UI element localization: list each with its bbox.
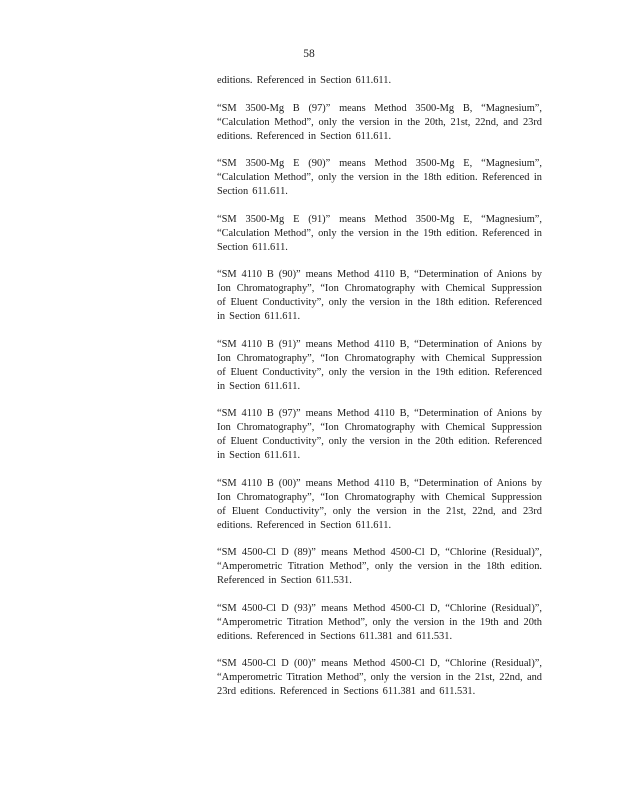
definition-sm-4110-b-91: “SM 4110 B (91)” means Method 4110 B, “Determination of Anions by Ion Chromatography”, “Ion Chromatography with Chemical Suppression of Eluent Conductivity”, only the version in the 19th edition. Referenced in Section 611.611. — [217, 338, 542, 392]
definition-sm-4500-cl-d-00: “SM 4500-Cl D (00)” means Method 4500-Cl D, “Chlorine (Residual)”, “Amperometric Titration Method”, only the version in the 21st, 22nd, and 23rd editions. Referenced in Sections 611.381 and 611.531. — [217, 658, 542, 697]
definition-sm-4500-cl-d-89: “SM 4500-Cl D (89)” means Method 4500-Cl D, “Chlorine (Residual)”, “Amperometric Titration Method”, only the version in the 18th edition. Referenced in Section 611.531. — [217, 547, 542, 586]
paragraph-continuation: editions. Referenced in Section 611.611. — [217, 75, 392, 86]
page-number: 58 — [303, 48, 315, 60]
definition-sm-4110-b-97: “SM 4110 B (97)” means Method 4110 B, “Determination of Anions by Ion Chromatography”, “Ion Chromatography with Chemical Suppression of Eluent Conductivity”, only the version in the 20th edition. Referenced in Section 611.611. — [217, 408, 542, 461]
definition-sm-3500-mg-e-91: “SM 3500-Mg E (91)” means Method 3500-Mg E, “Magnesium”, “Calculation Method”, only the version in the 19th edition. Referenced in Section 611.611. — [217, 213, 542, 253]
definition-sm-3500-mg-b-97: “SM 3500-Mg B (97)” means Method 3500-Mg B, “Magnesium”, “Calculation Method”, only the version in the 20th, 21st, 22nd, and 23rd editions. Referenced in Section 611.611. — [217, 102, 542, 142]
definitions-body — [217, 74, 542, 713]
definition-sm-3500-mg-e-90: “SM 3500-Mg E (90)” means Method 3500-Mg E, “Magnesium”, “Calculation Method”, only the version in the 18th edition. Referenced in Section 611.611. — [217, 158, 542, 197]
definition-sm-4110-b-90: “SM 4110 B (90)” means Method 4110 B, “Determination of Anions by Ion Chromatography”, “Ion Chromatography with Chemical Suppression of Eluent Conductivity”, only the version in the 18th edition. Referenced in Section 611.611. — [217, 269, 542, 322]
definition-sm-4110-b-00: “SM 4110 B (00)” means Method 4110 B, “Determination of Anions by Ion Chromatography”, “Ion Chromatography with Chemical Suppression of Eluent Conductivity”, only the version in the 21st, 22nd, and 23rd editions. Referenced in Section 611.611. — [217, 477, 542, 531]
definition-sm-4500-cl-d-93: “SM 4500-Cl D (93)” means Method 4500-Cl D, “Chlorine (Residual)”, “Amperometric Titration Method”, only the version in the 19th and 20th editions. Referenced in Sections 611.381 and 611.531. — [217, 602, 542, 642]
